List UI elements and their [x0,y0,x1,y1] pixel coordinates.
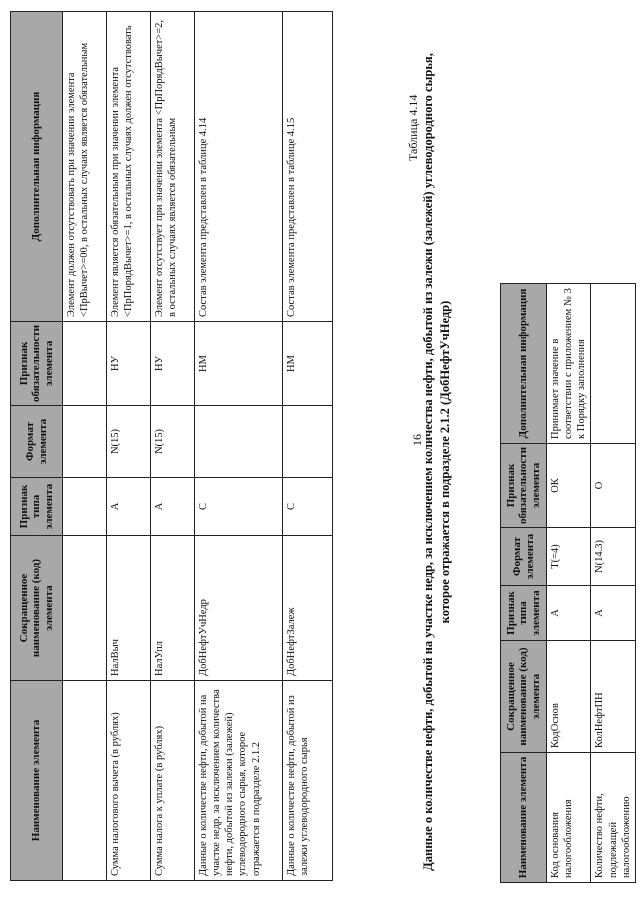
cell-format: N(15) [107,406,151,478]
table-row [195,12,283,881]
cell-name [63,681,107,881]
cell-type: А [151,478,195,536]
cell-name: Код основания налогообложения [547,753,591,883]
cell-format: T(=4) [547,528,591,586]
cell-info: Элемент отсутствует при значении элемента <ПрПорядВычет>=2, в остальных случаях является обязательным [151,12,195,322]
table-row [107,12,151,881]
table-row [547,284,591,883]
cell-required: НМ [283,321,333,405]
col-header-type: Признак типа элемента [11,478,63,536]
col-header-required: Признак обязательности элемента [501,443,547,527]
elements-table [10,11,333,881]
col-header-name: Наименование элемента [501,753,547,883]
cell-required: НМ [195,321,283,405]
cell-required: ОК [547,443,591,527]
cell-format [283,406,333,478]
col-header-info: Дополнительная информация [501,284,547,444]
table-row [283,12,333,881]
table-row [63,12,107,881]
col-header-name: Наименование элемента [11,681,63,881]
cell-format [195,406,283,478]
cell-code: ДобНефтУчНедр [195,536,283,681]
cell-required [63,321,107,405]
col-header-format: Формат элемента [501,528,547,586]
oil-data-table [500,283,636,883]
cell-format: N(15) [151,406,195,478]
cell-code [63,536,107,681]
table-header-row [501,284,547,883]
table-row [591,284,635,883]
cell-info: Элемент является обязательным при значении элемента <ПрПорядВычет>=1, в остальных случаях должен отсутствовать [107,12,151,322]
cell-required: НУ [107,321,151,405]
cell-code: КолНефтПН [591,641,635,753]
cell-type [63,478,107,536]
cell-name: Сумма налогового вычета (в рублях) [107,681,151,881]
page-number: 16 [410,434,424,446]
col-header-code: Сокращенное наименование (код) элемента [11,536,63,681]
table-row [151,12,195,881]
table-header-row [11,12,63,881]
table-title: Данные о количестве нефти, добытой на участке недр, за исключением количества нефти, добытой из залежи (залежей) углеводородного сырья, которое отражается в подразделе 2.1.2 (ДобНефтУчНедр) [421,53,452,871]
cell-code: ДобНефтЗалеж [283,536,333,681]
cell-type: С [195,478,283,536]
cell-required: О [591,443,635,527]
cell-info: Принимает значение в соответствии с приложением № 3 к Порядку заполнения [547,284,591,444]
cell-format: N(14.3) [591,528,635,586]
col-header-type: Признак типа элемента [501,586,547,641]
cell-type: А [547,586,591,641]
table-caption: Таблица 4.14 [406,94,420,161]
cell-name: Данные о количестве нефти, добытой из залежи углеводородного сырья [283,681,333,881]
cell-type: А [107,478,151,536]
cell-code: НалУпл [151,536,195,681]
col-header-code: Сокращенное наименование (код) элемента [501,641,547,753]
cell-type: А [591,586,635,641]
cell-info: Элемент должен отсутствовать при значении элемента <ПрВычет>=00, в остальных случаях является обязательным [63,12,107,322]
cell-info: Состав элемента представлен в таблице 4.15 [283,12,333,322]
cell-format [63,406,107,478]
cell-required: НУ [151,321,195,405]
cell-code: КодОснов [547,641,591,753]
col-header-info: Дополнительная информация [11,12,63,322]
cell-name: Данные о количестве нефти, добытой на участке недр, за исключением количества нефти, добытой из залежи (залежей) углеводородного сырья, которое отражается в подразделе 2.1.2 [195,681,283,881]
cell-name: Сумма налога к уплате (в рублях) [151,681,195,881]
cell-type: С [283,478,333,536]
cell-info: Состав элемента представлен в таблице 4.14 [195,12,283,322]
col-header-required: Признак обязательности элемента [11,321,63,405]
cell-code: НалВыч [107,536,151,681]
cell-info [591,284,635,444]
col-header-format: Формат элемента [11,406,63,478]
cell-name: Количество нефти, подлежащей налогообложению [591,753,635,883]
